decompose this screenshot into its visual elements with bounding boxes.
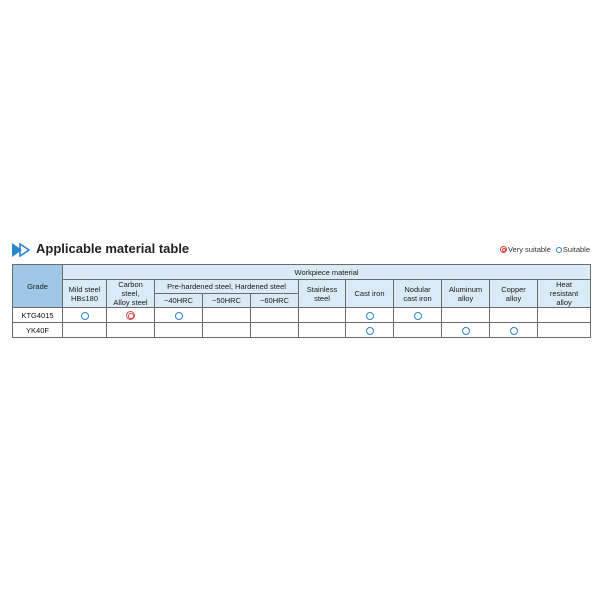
grade-cell: YK40F bbox=[13, 323, 63, 338]
suitability-cell bbox=[251, 308, 299, 323]
suitability-cell bbox=[63, 323, 107, 338]
suitability-cell bbox=[394, 308, 442, 323]
double-circle-icon bbox=[500, 246, 507, 253]
column-header-nodular-cast-iron: Nodular cast iron bbox=[394, 280, 442, 308]
circle-icon bbox=[81, 312, 89, 320]
circle-icon bbox=[414, 312, 422, 320]
column-header-60hrc: ~60HRC bbox=[251, 294, 299, 308]
suitability-cell bbox=[155, 323, 203, 338]
legend bbox=[495, 245, 590, 254]
hardened-steel-group-header: Pre-hardened steel, Hardened steel bbox=[155, 280, 299, 294]
suitability-cell bbox=[490, 308, 538, 323]
suitability-cell bbox=[251, 323, 299, 338]
legend-very-suitable bbox=[500, 245, 551, 254]
suitability-cell bbox=[107, 308, 155, 323]
column-header-stainless-steel: Stainless steel bbox=[299, 280, 346, 308]
workpiece-material-header: Workpiece material bbox=[63, 265, 591, 280]
double-arrow-icon bbox=[12, 243, 34, 257]
circle-icon bbox=[175, 312, 183, 320]
suitability-cell bbox=[490, 323, 538, 338]
legend-label: Suitable bbox=[562, 245, 590, 254]
suitability-cell bbox=[203, 323, 251, 338]
column-header-copper-alloy: Copper alloy bbox=[490, 280, 538, 308]
suitability-cell bbox=[538, 323, 591, 338]
double-circle-icon bbox=[126, 311, 135, 320]
column-header-heat-resistant-alloy: Heat resistant alloy bbox=[538, 280, 591, 308]
table-row bbox=[13, 323, 591, 338]
circle-icon bbox=[366, 312, 374, 320]
material-table bbox=[12, 264, 591, 338]
section-header bbox=[12, 240, 590, 260]
table-body bbox=[13, 308, 591, 338]
circle-icon bbox=[462, 327, 470, 335]
table-row bbox=[13, 308, 591, 323]
suitability-cell bbox=[107, 323, 155, 338]
suitability-cell bbox=[203, 308, 251, 323]
suitability-cell bbox=[346, 323, 394, 338]
suitability-cell bbox=[299, 308, 346, 323]
suitability-cell bbox=[394, 323, 442, 338]
suitability-cell bbox=[442, 323, 490, 338]
grade-header: Grade bbox=[13, 265, 63, 308]
grade-cell: KTG4015 bbox=[13, 308, 63, 323]
suitability-cell bbox=[63, 308, 107, 323]
circle-icon bbox=[366, 327, 374, 335]
column-header-mild-steel: Mild steel HB≤180 bbox=[63, 280, 107, 308]
suitability-cell bbox=[538, 308, 591, 323]
legend-label: Very suitable bbox=[507, 245, 551, 254]
suitability-cell bbox=[346, 308, 394, 323]
column-header-cast-iron: Cast iron bbox=[346, 280, 394, 308]
circle-icon bbox=[510, 327, 518, 335]
suitability-cell bbox=[299, 323, 346, 338]
circle-icon bbox=[556, 247, 562, 253]
column-header-50hrc: ~50HRC bbox=[203, 294, 251, 308]
suitability-cell bbox=[442, 308, 490, 323]
column-header-40hrc: ~40HRC bbox=[155, 294, 203, 308]
suitability-cell bbox=[155, 308, 203, 323]
column-header-carbon-steel: Carbon steel, Alloy steel bbox=[107, 280, 155, 308]
section-title: Applicable material table bbox=[36, 241, 190, 256]
legend-suitable bbox=[556, 245, 590, 254]
column-header-aluminum-alloy: Aluminum alloy bbox=[442, 280, 490, 308]
